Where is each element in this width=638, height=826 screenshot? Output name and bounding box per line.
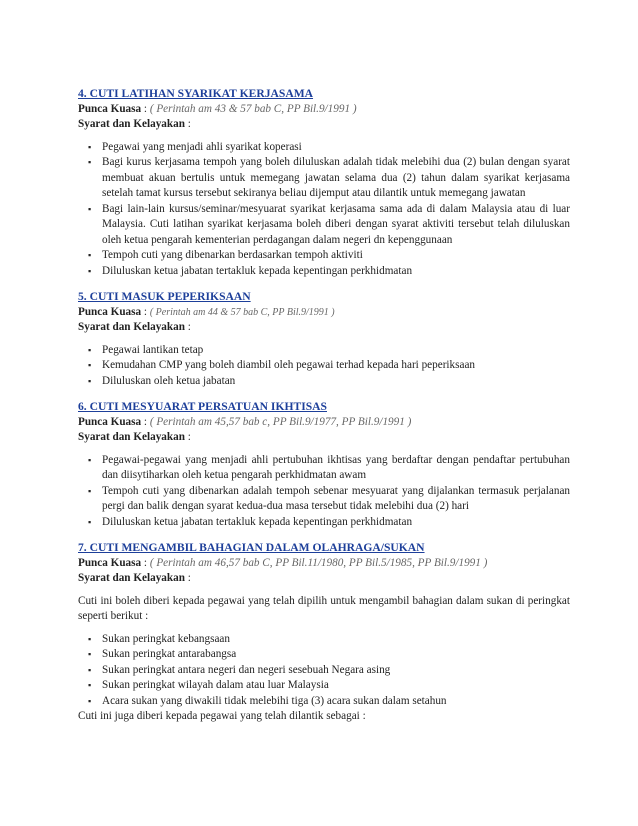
conditions-label: Syarat dan Kelayakan — [78, 118, 185, 130]
conditions-label: Syarat dan Kelayakan — [78, 572, 185, 584]
intro-paragraph: Cuti ini boleh diberi kepada pegawai yang telah dipilih untuk mengambil bahagian dalam sukan di peringkat seperti berikut : — [78, 594, 570, 622]
list-item-text: Tempoh cuti yang dibenarkan berdasarkan tempoh aktiviti — [102, 249, 363, 261]
list-item — [78, 484, 570, 515]
list-item-text: Pegawai-pegawai yang menjadi ahli pertubuhan ikhtisas yang berdaftar dengan pendaftar pertubuhan dan diisytiharkan oleh ketua pengarah perkhidmatan awam — [102, 453, 570, 481]
list-item-text: Sukan peringkat antarabangsa — [102, 648, 237, 660]
bullet-icon: ▪ — [88, 695, 92, 706]
bullet-icon: ▪ — [88, 633, 92, 644]
list-item — [78, 694, 570, 710]
colon: : — [187, 572, 191, 584]
list-item — [78, 358, 570, 374]
conditions-list — [78, 632, 570, 710]
outro-paragraph: Cuti ini juga diberi kepada pegawai yang telah dilantik sebagai : — [78, 710, 366, 722]
bullet-icon: ▪ — [88, 250, 92, 260]
list-item-text: Pegawai yang menjadi ahli syarikat koperasi — [102, 140, 302, 153]
colon: : — [187, 321, 191, 333]
authority-label: Punca Kuasa — [78, 415, 142, 428]
section-cuti-mesyuarat — [78, 399, 570, 530]
list-item — [78, 248, 570, 264]
section-title: 7. CUTI MENGAMBIL BAHAGIAN DALAM OLAHRAGA/SUKAN — [78, 541, 425, 554]
bullet-icon: ▪ — [88, 141, 92, 152]
authority-label: Punca Kuasa — [78, 305, 142, 318]
list-item-text: Bagi lain-lain kursus/seminar/mesyuarat syarikat kerjasama sama ada di dalam Malaysia atau di luar Malaysia. Cuti latihan syarikat kerjasama boleh diberi dengan syarat aktiviti tersebut telah diluluskan oleh ketua pengarah kementerian perdagangan dalam negeri dn kepenggunaan — [102, 202, 570, 246]
colon: : — [143, 556, 148, 569]
list-item-text: Tempoh cuti yang dibenarkan adalah tempoh sebenar mesyuarat yang dijalankan termasuk perjalanan pergi dan balik dengan syarat kedua-dua masa tersebut tidak melebihi dua (2) hari — [102, 484, 570, 512]
colon: : — [143, 102, 148, 115]
colon: : — [143, 415, 148, 428]
conditions-heading — [78, 430, 570, 446]
list-item-text: Diluluskan oleh ketua jabatan — [102, 374, 236, 387]
authority-line — [78, 102, 570, 118]
list-item — [78, 264, 570, 280]
list-item — [78, 663, 570, 679]
list-item-text: Sukan peringkat kebangsaan — [102, 632, 230, 645]
conditions-label: Syarat dan Kelayakan — [78, 431, 185, 443]
colon: : — [187, 431, 191, 443]
section-title: 4. CUTI LATIHAN SYARIKAT KERJASAMA — [78, 87, 314, 100]
conditions-heading — [78, 117, 570, 133]
conditions-list — [78, 453, 570, 531]
list-item — [78, 515, 570, 531]
authority-ref: ( Perintah am 44 & 57 bab C, PP Bil.9/1991 ) — [149, 306, 335, 318]
list-item — [78, 202, 570, 249]
bullet-icon: ▪ — [88, 485, 92, 496]
bullet-icon: ▪ — [88, 344, 92, 355]
authority-line — [78, 415, 570, 431]
bullet-icon: ▪ — [88, 360, 92, 370]
authority-line — [78, 556, 570, 572]
conditions-heading — [78, 320, 570, 336]
bullet-icon: ▪ — [88, 157, 92, 167]
bullet-icon: ▪ — [88, 516, 92, 527]
list-item-text: Sukan peringkat wilayah dalam atau luar Malaysia — [102, 679, 329, 691]
section-cuti-sukan — [78, 540, 570, 725]
authority-ref: ( Perintah am 45,57 bab c, PP Bil.9/1977, PP Bil.9/1991 ) — [149, 415, 412, 428]
colon: : — [143, 305, 148, 318]
conditions-heading — [78, 571, 570, 587]
list-item-text: Sukan peringkat antara negeri dan negeri sesebuah Negara asing — [102, 663, 391, 676]
list-item-text: Pegawai lantikan tetap — [102, 343, 204, 356]
bullet-icon: ▪ — [88, 664, 92, 675]
bullet-icon: ▪ — [88, 454, 92, 465]
list-item — [78, 343, 570, 359]
list-item-text: Diluluskan ketua jabatan tertakluk kepada kepentingan perkhidmatan — [102, 264, 413, 277]
authority-ref: ( Perintah am 46,57 bab C, PP Bil.11/1980, PP Bil.5/1985, PP Bil.9/1991 ) — [149, 556, 488, 569]
colon: : — [187, 118, 191, 130]
conditions-list — [78, 140, 570, 280]
list-item — [78, 140, 570, 156]
section-title: 6. CUTI MESYUARAT PERSATUAN IKHTISAS — [78, 400, 327, 413]
list-item-text: Diluluskan ketua jabatan tertakluk kepada kepentingan perkhidmatan — [102, 515, 413, 528]
bullet-icon: ▪ — [88, 265, 92, 276]
list-item-text: Kemudahan CMP yang boleh diambil oleh pegawai terhad kepada hari peperiksaan — [102, 359, 475, 371]
section-title: 5. CUTI MASUK PEPERIKSAAN — [78, 290, 251, 303]
document-page — [78, 86, 570, 735]
list-item — [78, 155, 570, 202]
list-item — [78, 647, 570, 663]
list-item — [78, 453, 570, 484]
bullet-icon: ▪ — [88, 649, 92, 659]
authority-ref: ( Perintah am 43 & 57 bab C, PP Bil.9/1991 ) — [149, 102, 357, 115]
conditions-label: Syarat dan Kelayakan — [78, 321, 185, 333]
bullet-icon: ▪ — [88, 375, 92, 386]
list-item — [78, 632, 570, 648]
conditions-list — [78, 343, 570, 390]
list-item-text: Bagi kurus kerjasama tempoh yang boleh diluluskan adalah tidak melebihi dua (2) bulan dengan syarat membuat akuan bertulis untuk memegang jawatan selama dua (2) tahun dalam syarikat kerjasama setelah tamat kursus tersebut sekiranya beliau dijemput atau dilantik untuk memegang jawatan — [102, 156, 570, 199]
list-item — [78, 678, 570, 694]
section-cuti-latihan — [78, 86, 570, 279]
authority-label: Punca Kuasa — [78, 102, 142, 115]
authority-line — [78, 305, 570, 321]
list-item-text: Acara sukan yang diwakili tidak melebihi tiga (3) acara sukan dalam setahun — [102, 694, 447, 707]
bullet-icon: ▪ — [88, 680, 92, 690]
section-cuti-peperiksaan — [78, 289, 570, 389]
bullet-icon: ▪ — [88, 203, 92, 214]
list-item — [78, 374, 570, 390]
authority-label: Punca Kuasa — [78, 556, 142, 569]
